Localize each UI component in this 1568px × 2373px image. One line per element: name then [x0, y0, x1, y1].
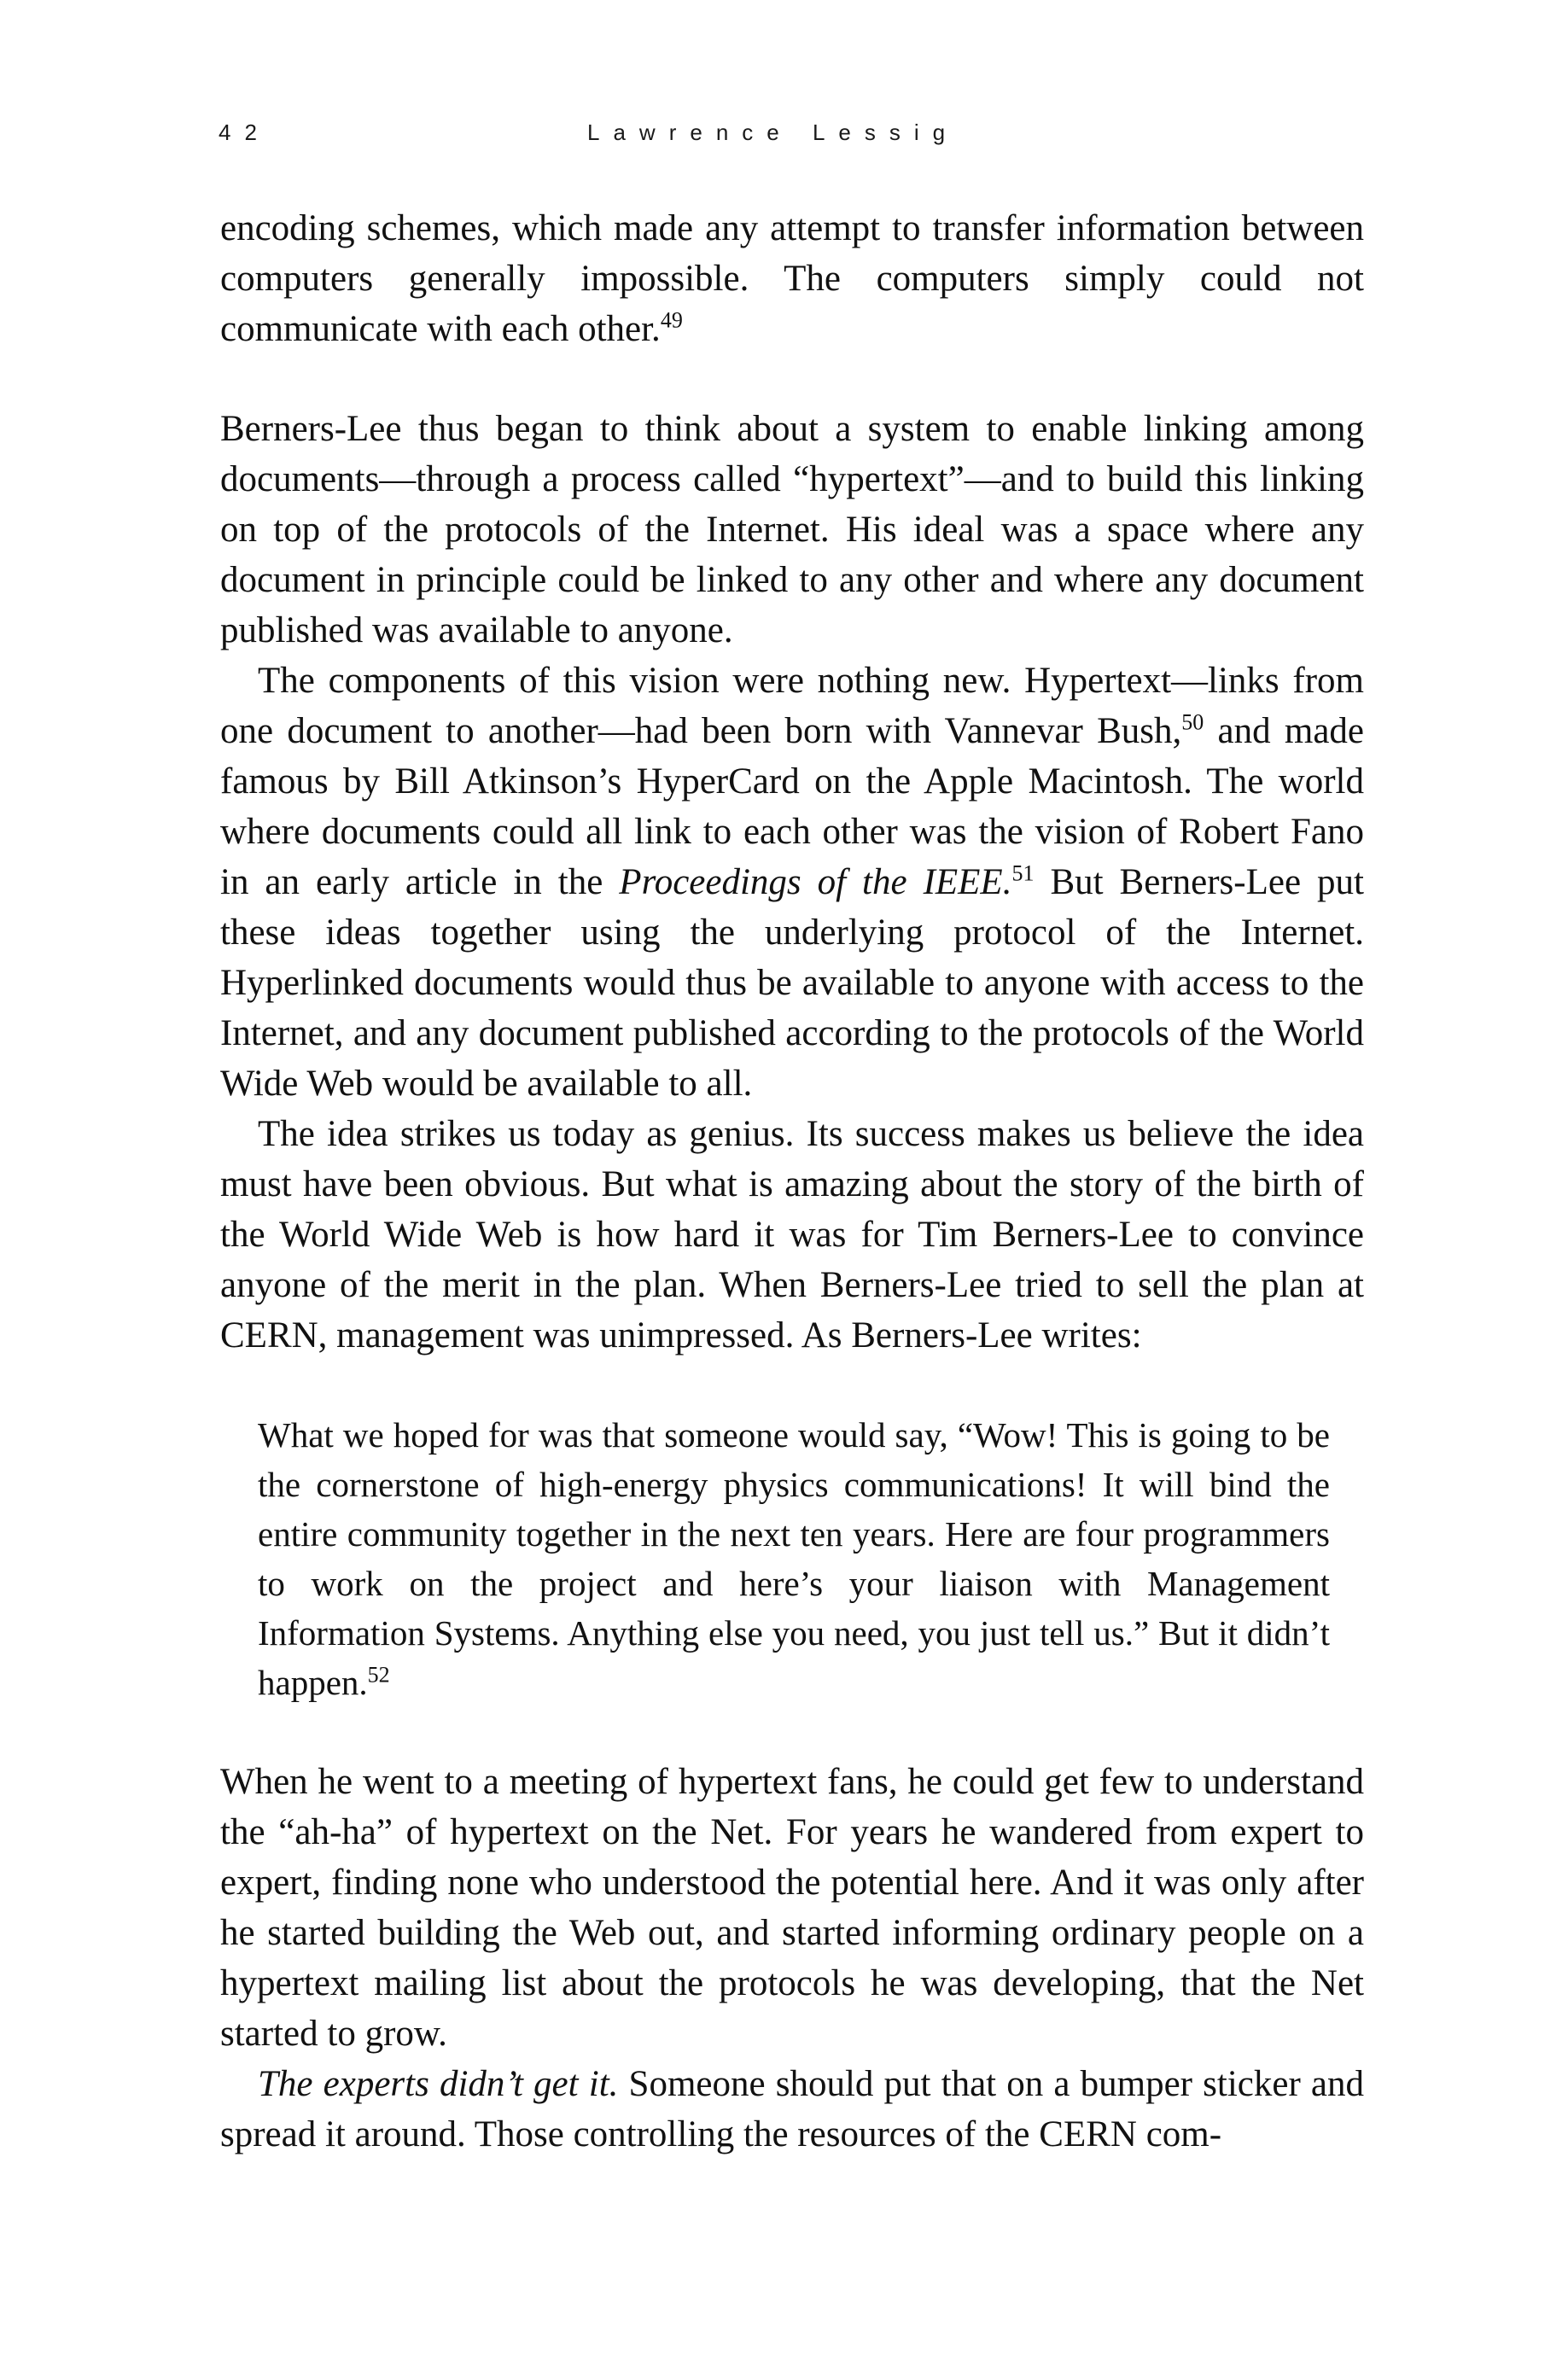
running-title: Lawrence Lessig	[587, 120, 959, 145]
paragraph-text: But Berners-Lee put these ideas together using the underlying protocol of the Internet. Hyperlinked documents would thus be available to anyone with access to the Internet, and any document published according to the protocols of the World Wide Web would be available to all.	[220, 862, 1364, 1104]
page-number: 42	[219, 120, 271, 145]
paragraph-text: Someone should put that on a bumper sticker and spread it around. Those controlling the resources of the CERN com-	[220, 2064, 1364, 2154]
footnote-ref-49: 49	[660, 307, 683, 333]
paragraph-text: The components of this vision were nothing new. Hypertext—links from one document to another—had been born with Vannevar Bush,	[220, 661, 1364, 751]
paragraph	[220, 2059, 1364, 2160]
paragraph-text: Berners-Lee thus began to think about a system to enable linking among documents—through a process called “hypertext”—and to build this linking on top of the protocols of the Internet. His ideal was a space where any document in principle could be linked to any other and where any document published was available to anyone.	[220, 409, 1364, 650]
running-head	[219, 120, 1362, 157]
paragraph-continued	[220, 203, 1364, 354]
footnote-ref-52: 52	[367, 1662, 390, 1688]
emphasis-sentence: The experts didn’t get it.	[258, 2064, 619, 2104]
quote-text	[258, 1410, 1330, 1707]
paragraph	[220, 1109, 1364, 1361]
paragraph	[220, 656, 1364, 1109]
quote-body: What we hoped for was that someone would say, “Wow! This is going to be the cornerstone of high-energy physics communications! It will bind the entire community together in the next ten years. Here are four programmers to work on the project and here’s your liaison with Management Information Systems. Anything else you need, you just tell us.” But it didn’t happen.	[258, 1415, 1330, 1702]
paragraph	[220, 404, 1364, 656]
paragraph-text: and made famous by Bill Atkinson’s HyperCard on the Apple Macintosh. The world where documents could all link to each other was the vision of Robert Fano in an early article in the	[220, 711, 1364, 902]
paragraph-text: The idea strikes us today as genius. Its success makes us believe the idea must have been obvious. But what is amazing about the story of the birth of the World Wide Web is how hard it was for Tim Berners-Lee to convince anyone of the merit in the plan. When Berners-Lee tried to sell the plan at CERN, management was unimpressed. As Berners-Lee writes:	[220, 1114, 1364, 1356]
footnote-ref-51: 51	[1011, 860, 1035, 886]
footnote-ref-50: 50	[1181, 709, 1204, 735]
journal-title: Proceedings of the IEEE.	[619, 862, 1012, 902]
body-text	[220, 203, 1364, 2160]
paragraph-text: encoding schemes, which made any attempt to transfer information between computers generally impossible. The computers simply could not communicate with each other.	[220, 208, 1364, 349]
block-quote	[258, 1410, 1330, 1707]
paragraph	[220, 1757, 1364, 2059]
paragraph-text: When he went to a meeting of hypertext fans, he could get few to understand the “ah-ha” of hypertext on the Net. For years he wandered from expert to expert, finding none who understood the potential here. And it was only after he started building the Web out, and started informing ordinary people on a hypertext mailing list about the protocols he was developing, that the Net started to grow.	[220, 1762, 1364, 2054]
